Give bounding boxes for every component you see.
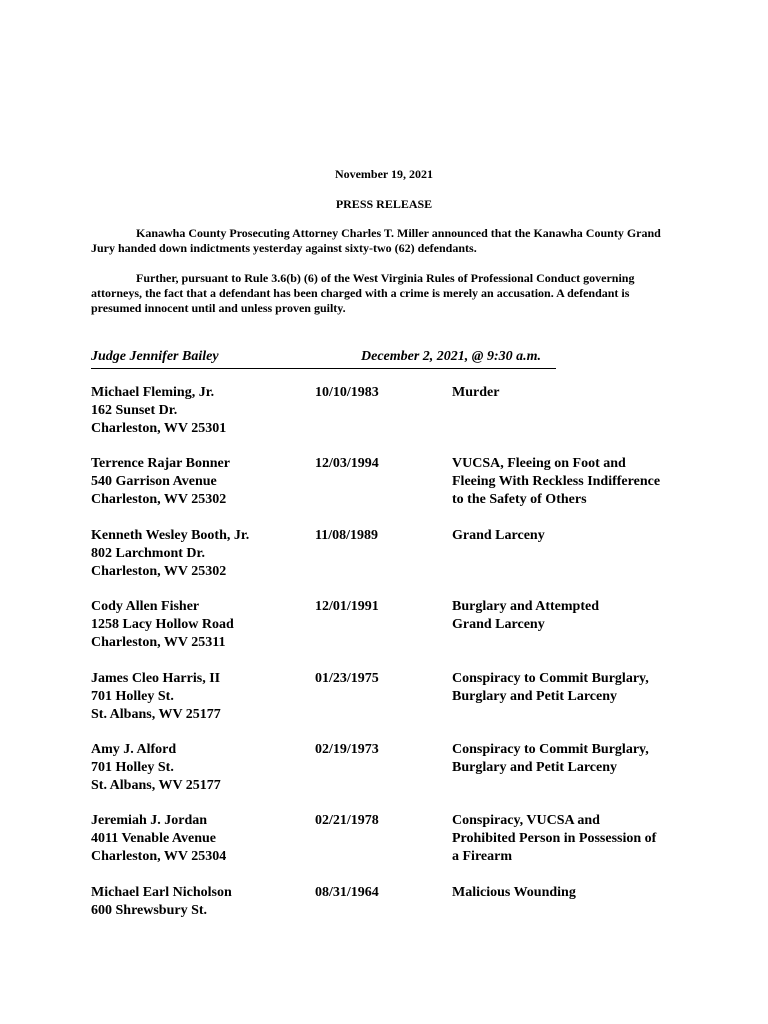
- defendant-entry: [91, 812, 711, 883]
- defendant-city: Charleston, WV 25301: [91, 421, 227, 436]
- charge-line: Conspiracy, VUCSA and: [452, 813, 600, 829]
- charge-line: Prohibited Person in Possession of: [452, 831, 657, 847]
- charge-line: Conspiracy to Commit Burglary,: [452, 741, 649, 757]
- defendant-street: 600 Shrewsbury St.: [91, 902, 208, 918]
- announcement-paragraph: [91, 226, 681, 256]
- defendant-entry: [91, 670, 711, 741]
- charge-line: Conspiracy to Commit Burglary,: [452, 670, 649, 686]
- charge-line: a Firearm: [452, 849, 512, 865]
- announcement-text: Kanawha County Prosecuting Attorney Charles T. Miller announced that the Kanawha County Grand Jury handed down indictments yesterday against sixty-two (62) defendants.: [91, 226, 661, 255]
- defendant-entry: [91, 527, 711, 598]
- defendant-address-block: [91, 670, 306, 724]
- defendant-name: James Cleo Harris, II: [91, 670, 221, 686]
- defendant-street: 4011 Venable Avenue: [91, 831, 216, 847]
- defendant-name: Michael Fleming, Jr.: [91, 385, 215, 400]
- defendant-name: Terrence Rajar Bonner: [91, 456, 230, 472]
- defendant-charges: [452, 527, 697, 545]
- charge-line: to the Safety of Others: [452, 492, 587, 508]
- defendant-dob: 10/10/1983: [315, 385, 379, 400]
- defendant-dob: 12/01/1991: [315, 599, 379, 615]
- defendant-charges: [452, 670, 697, 706]
- defendant-city: Charleston, WV 25311: [91, 635, 226, 651]
- defendant-charges: [452, 455, 697, 509]
- charge-line: Fleeing With Reckless Indifference: [452, 474, 661, 490]
- defendant-name: Amy J. Alford: [91, 741, 177, 757]
- defendant-name: Kenneth Wesley Booth, Jr.: [91, 527, 250, 543]
- defendant-entry: [91, 741, 711, 812]
- defendant-city: St. Albans, WV 25177: [91, 777, 221, 793]
- defendant-address-block: [91, 598, 306, 652]
- defendant-dob: 01/23/1975: [315, 670, 379, 686]
- defendant-name: Cody Allen Fisher: [91, 599, 200, 615]
- document-title: PRESS RELEASE: [335, 197, 433, 211]
- defendant-address-block: [91, 812, 306, 866]
- defendant-dob: 11/08/1989: [315, 527, 379, 543]
- defendant-dob: 02/19/1973: [315, 741, 379, 757]
- defendant-name: Michael Earl Nicholson: [91, 884, 232, 900]
- defendant-dob: 12/03/1994: [315, 456, 379, 472]
- defendant-city: Charleston, WV 25302: [91, 563, 227, 579]
- charge-line: Grand Larceny: [452, 527, 545, 543]
- defendant-dob: 08/31/1964: [315, 884, 379, 900]
- charge-line: Grand Larceny: [452, 617, 545, 633]
- defendant-street: 1258 Lacy Hollow Road: [91, 617, 234, 633]
- defendant-city: St. Albans, WV 25177: [91, 706, 221, 722]
- disclaimer-text: Further, pursuant to Rule 3.6(b) (6) of the West Virginia Rules of Professional Conduct governing attorneys, the fact that a defendant has been charged with a crime is merely an accusation. A defendant is presumed innocent until and unless proven guilty.: [91, 271, 635, 315]
- judge-header: [91, 349, 556, 369]
- court-date: December 2, 2021, @ 9:30 a.m.: [361, 349, 542, 364]
- defendant-entry: [91, 455, 711, 526]
- charge-line: VUCSA, Fleeing on Foot and: [452, 456, 626, 472]
- defendant-address-block: [91, 884, 306, 920]
- charge-line: Burglary and Petit Larceny: [452, 688, 618, 704]
- disclaimer-paragraph: [91, 271, 681, 316]
- defendant-address-block: [91, 741, 306, 795]
- defendant-entry: [91, 384, 711, 455]
- release-date: November 19, 2021: [334, 167, 434, 181]
- defendant-list: [91, 384, 711, 955]
- judge-name: Judge Jennifer Bailey: [91, 349, 219, 364]
- defendant-city: Charleston, WV 25304: [91, 849, 227, 865]
- charge-line: Burglary and Petit Larceny: [452, 759, 618, 775]
- defendant-street: 162 Sunset Dr.: [91, 403, 178, 418]
- defendant-entry: [91, 598, 711, 669]
- defendant-street: 701 Holley St.: [91, 759, 174, 775]
- defendant-address-block: [91, 384, 306, 438]
- defendant-charges: [452, 598, 697, 634]
- defendant-address-block: [91, 455, 306, 509]
- defendant-street: 540 Garrison Avenue: [91, 474, 217, 490]
- defendant-entry: [91, 884, 711, 955]
- defendant-address-block: [91, 527, 306, 581]
- charge-line: Malicious Wounding: [452, 884, 576, 900]
- defendant-street: 802 Larchmont Dr.: [91, 545, 205, 561]
- charge-line: Burglary and Attempted: [452, 599, 599, 615]
- defendant-charges: [452, 741, 697, 777]
- charge-line: Murder: [452, 385, 500, 400]
- defendant-dob: 02/21/1978: [315, 813, 379, 829]
- defendant-charges: [452, 884, 697, 902]
- defendant-charges: [452, 384, 697, 402]
- defendant-city: Charleston, WV 25302: [91, 492, 227, 508]
- defendant-street: 701 Holley St.: [91, 688, 174, 704]
- defendant-name: Jeremiah J. Jordan: [91, 813, 208, 829]
- defendant-charges: [452, 812, 697, 866]
